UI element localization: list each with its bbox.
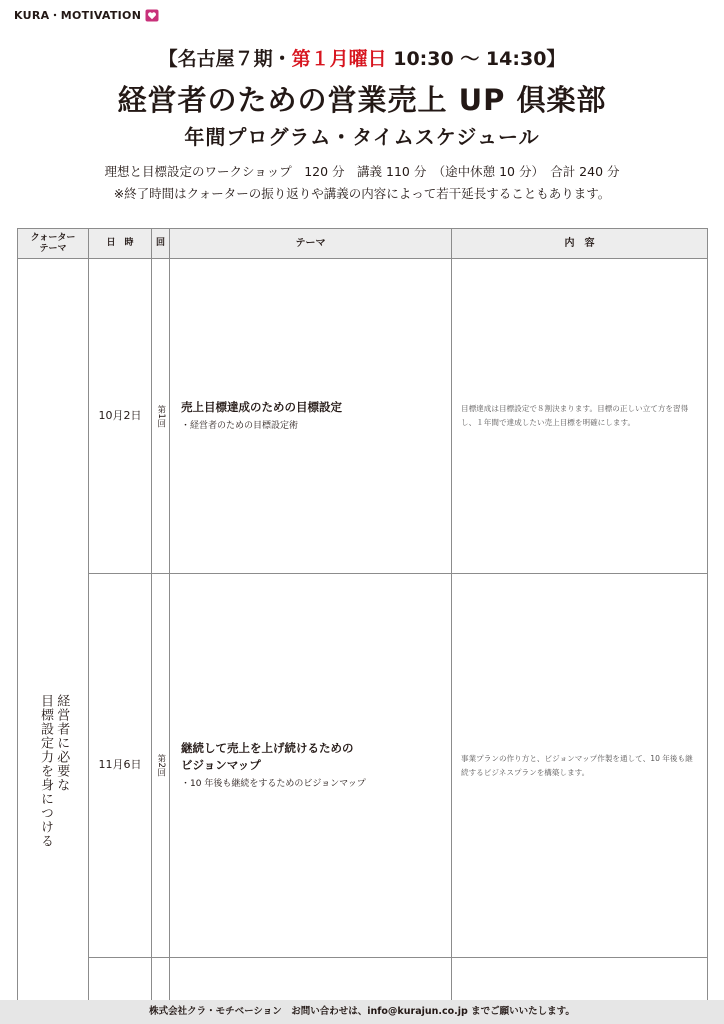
schedule-session-line [0,44,724,71]
header-content: 内 容 [452,229,708,259]
theme-title: 継続して売上を上げ続けるための ビジョンマップ [181,741,354,772]
session-number: 第1回 [155,404,166,428]
session-number: 第2回 [155,754,166,777]
footer-contact: 株式会社クラ・モチベーション お問い合わせは、info@kurajun.co.jp までご願いいたします。 [0,1000,724,1024]
header-date: 日 時 [89,229,152,259]
header-quarter: クォーター テーマ [18,229,89,259]
content-text: 事業プランの作り方と、ビジョンマップ作製を通して、10 年後も継続するビジネスプランを構築します。 [461,753,693,777]
session-suffix: 10:30 ～ 14:30】 [386,48,566,70]
heart-shield-icon [145,9,159,22]
table-row [18,574,708,958]
session-number-cell [152,574,170,958]
session-number-cell [152,259,170,574]
session-date [89,574,152,958]
quarter-theme: 経営者に必要な 目標設定力を身につける [38,694,70,848]
date-text: 10月2日 [98,408,142,422]
theme-cell [170,259,452,574]
theme-subtitle: ・10 年後も継続をするためのビジョンマップ [181,778,366,789]
session-highlight: 第１月曜日 [291,48,387,70]
theme-cell [170,574,452,958]
header-theme: テーマ [170,229,452,259]
brand-name: KURA・MOTIVATION [14,9,142,22]
time-note: ※終了時間はクォーターの振り返りや講義の内容によって若干延長することもあります。 [113,186,611,201]
page-title: 経営者のための営業売上 UP 倶楽部 [117,83,607,117]
table-row [18,259,708,574]
theme-subtitle: ・経営者のための目標設定術 [181,420,299,431]
theme-title: 売上目標達成のための目標設定 [181,400,342,415]
table-header-row [18,229,708,259]
session-date [89,259,152,574]
content-text: 目標達成は目標設定で８割決まります。目標の正しい立て方を習得し、１年間で達成したい売上目標を明確にします。 [461,404,689,428]
session-prefix: 【名古屋７期・ [158,48,292,70]
content-cell [452,574,708,958]
brand [14,7,159,23]
content-cell [452,259,708,574]
quarter-theme-cell [18,259,89,1024]
page-subtitle: 年間プログラム・タイムスケジュール [184,125,540,149]
time-summary: 理想と目標設定のワークショップ 120 分 講義 110 分 （途中休憩 10 分） 合計 240 分 [104,164,620,179]
date-text: 11月6日 [98,758,142,772]
header-kai: 回 [152,229,170,259]
schedule-table [17,228,708,1024]
